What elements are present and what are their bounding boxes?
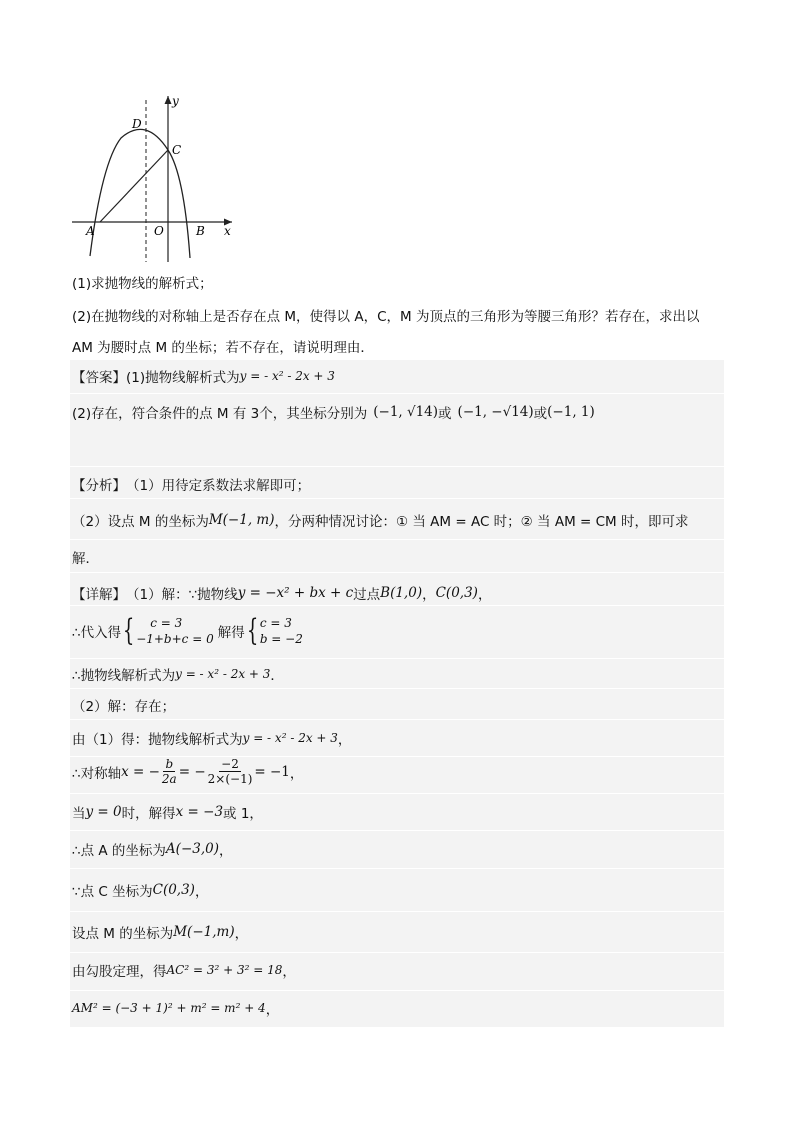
fraction-1-numerator: b xyxy=(165,757,174,771)
detail-line-8 xyxy=(72,839,233,859)
detail-5a: 由（1）得：抛物线解析式为 xyxy=(72,732,243,748)
separator xyxy=(70,830,724,831)
analysis-2b: ，分两种情况讨论：① 当 AM = AC 时；② 当 AM = CM 时，即可求 xyxy=(274,514,689,530)
detail-7c: 或 1， xyxy=(223,806,263,822)
analysis-1: （1）用待定系数法求解即可； xyxy=(126,478,311,494)
detail-line-3 xyxy=(72,664,284,684)
analysis-2a: （2）设点 M 的坐标为 xyxy=(72,514,209,530)
detail-6-result: = −1 xyxy=(254,763,290,780)
separator xyxy=(70,952,724,953)
equation-system-1 xyxy=(136,615,214,647)
detail-8a: ∴点 A 的坐标为 xyxy=(72,843,166,859)
or-1: 或 xyxy=(438,406,452,422)
answer-1-formula: y = - x² - 2x + 3 xyxy=(239,369,335,383)
detail-10b: ， xyxy=(234,926,249,942)
detail-line-2 xyxy=(72,615,303,647)
separator xyxy=(70,498,724,499)
coord-3: (−1, 1) xyxy=(547,404,595,420)
detail-line-12 xyxy=(72,998,279,1018)
answer-line-1 xyxy=(72,366,335,386)
label-y: y xyxy=(172,94,179,108)
analysis-tag: 【分析】 xyxy=(72,478,126,494)
fraction-value xyxy=(208,757,253,786)
detail-1-point-b: B(1,0) xyxy=(380,585,423,601)
separator xyxy=(70,990,724,991)
system-2-row-1: c = 3 xyxy=(259,616,292,630)
separator xyxy=(70,572,724,573)
detail-line-4: （2）解：存在； xyxy=(72,699,176,715)
segment-ac xyxy=(100,150,168,222)
separator xyxy=(70,539,724,540)
system-1-row-1: c = 3 xyxy=(150,616,183,630)
detail-1c: ， xyxy=(422,587,436,603)
label-b: B xyxy=(196,224,205,238)
detail-11b: ， xyxy=(282,964,296,980)
detail-7-solution: x = −3 xyxy=(175,804,224,820)
question-2-line-1: (2)在抛物线的对称轴上是否存在点 M，使得以 A，C，M 为顶点的三角形为等腰三角形？若存在，求出以 xyxy=(72,309,700,325)
detail-line-9 xyxy=(72,880,208,900)
detail-7b: 时，解得 xyxy=(121,806,176,822)
detail-1-point-c: C(0,3) xyxy=(435,585,478,601)
fraction-b-over-2a xyxy=(162,757,177,786)
system-1-row-2: −1+b+c = 0 xyxy=(136,632,214,646)
fraction-2-denominator: 2×(−1) xyxy=(207,772,253,786)
label-c: C xyxy=(172,143,182,157)
answer-line-2 xyxy=(72,402,595,422)
detail-6-x: x = − xyxy=(121,763,160,780)
detail-line-6 xyxy=(72,757,303,786)
separator xyxy=(70,719,724,720)
detail-line-5 xyxy=(72,728,351,748)
label-a: A xyxy=(86,224,95,238)
detail-11-formula: AC² = 3² + 3² = 18 xyxy=(166,963,283,977)
system-2-row-2: b = −2 xyxy=(259,632,303,646)
label-d: D xyxy=(132,117,142,131)
detail-1d: ， xyxy=(477,587,492,603)
detail-1a: （1）解：∵抛物线 xyxy=(126,587,238,603)
separator xyxy=(70,658,724,659)
detail-6-eq: = − xyxy=(178,763,206,780)
coord-1: (−1, √14) xyxy=(373,404,439,420)
question-2-line-2: AM 为腰时点 M 的坐标；若不存在，请说明理由． xyxy=(72,340,374,356)
y-axis-arrow xyxy=(165,96,172,104)
detail-2a: ∴代入得 xyxy=(72,625,122,641)
detail-tag: 【详解】 xyxy=(72,587,126,603)
detail-10-coord: M(−1,m) xyxy=(173,924,235,940)
analysis-2-coord: M(−1, m) xyxy=(208,512,275,528)
detail-12b: ， xyxy=(265,1002,280,1018)
detail-5-formula: y = - x² - 2x + 3 xyxy=(242,731,338,745)
separator xyxy=(70,605,724,606)
or-2: 或 xyxy=(533,406,548,422)
detail-6a: ∴对称轴 xyxy=(72,765,122,782)
detail-3-formula: y = - x² - 2x + 3 xyxy=(175,667,271,681)
analysis-line-1 xyxy=(72,474,310,494)
fraction-2-numerator: −2 xyxy=(221,757,239,771)
answer-tag: 【答案】 xyxy=(72,370,126,386)
detail-10a: 设点 M 的坐标为 xyxy=(72,926,174,942)
analysis-line-3: 解． xyxy=(72,551,99,567)
detail-8b: ， xyxy=(219,843,233,859)
analysis-line-2 xyxy=(72,510,689,530)
left-brace-icon: { xyxy=(122,613,135,648)
detail-9b: ， xyxy=(194,884,209,900)
detail-3b: ． xyxy=(270,668,284,684)
separator xyxy=(70,466,724,467)
detail-1b: 过点 xyxy=(353,587,381,603)
equation-system-2 xyxy=(260,615,303,647)
detail-9a: ∵点 C 坐标为 xyxy=(72,884,153,900)
separator xyxy=(70,911,724,912)
separator xyxy=(70,868,724,869)
detail-line-1 xyxy=(72,583,491,603)
detail-7-cond: y = 0 xyxy=(85,804,122,820)
coord-2: (−1, −√14) xyxy=(457,404,534,420)
detail-3a: ∴抛物线解析式为 xyxy=(72,668,176,684)
detail-line-10 xyxy=(72,922,248,942)
detail-1-formula: y = −x² + bx + c xyxy=(237,585,354,601)
detail-line-11 xyxy=(72,960,296,980)
label-x: x xyxy=(224,224,231,238)
detail-7a: 当 xyxy=(72,806,86,822)
detail-5b: ， xyxy=(337,732,352,748)
detail-6b: ， xyxy=(289,765,304,782)
parabola-figure xyxy=(66,92,242,264)
detail-11a: 由勾股定理，得 xyxy=(72,964,167,980)
question-1: (1)求抛物线的解析式； xyxy=(72,276,213,292)
answer-1-prefix: (1)抛物线解析式为 xyxy=(126,370,240,386)
detail-2b: 解得 xyxy=(217,625,245,641)
detail-line-7 xyxy=(72,802,263,822)
fraction-1-denominator: 2a xyxy=(161,772,177,786)
detail-12-formula: AM² = (−3 + 1)² + m² = m² + 4 xyxy=(72,1001,266,1015)
label-o: O xyxy=(154,224,164,238)
separator xyxy=(70,688,724,689)
separator xyxy=(70,793,724,794)
separator xyxy=(70,393,724,394)
answer-2-prefix: (2)存在，符合条件的点 M 有 3个，其坐标分别为 xyxy=(72,406,368,422)
detail-8-coord: A(−3,0) xyxy=(165,841,219,857)
detail-9-coord: C(0,3) xyxy=(152,882,195,898)
left-brace-icon: { xyxy=(246,613,258,648)
